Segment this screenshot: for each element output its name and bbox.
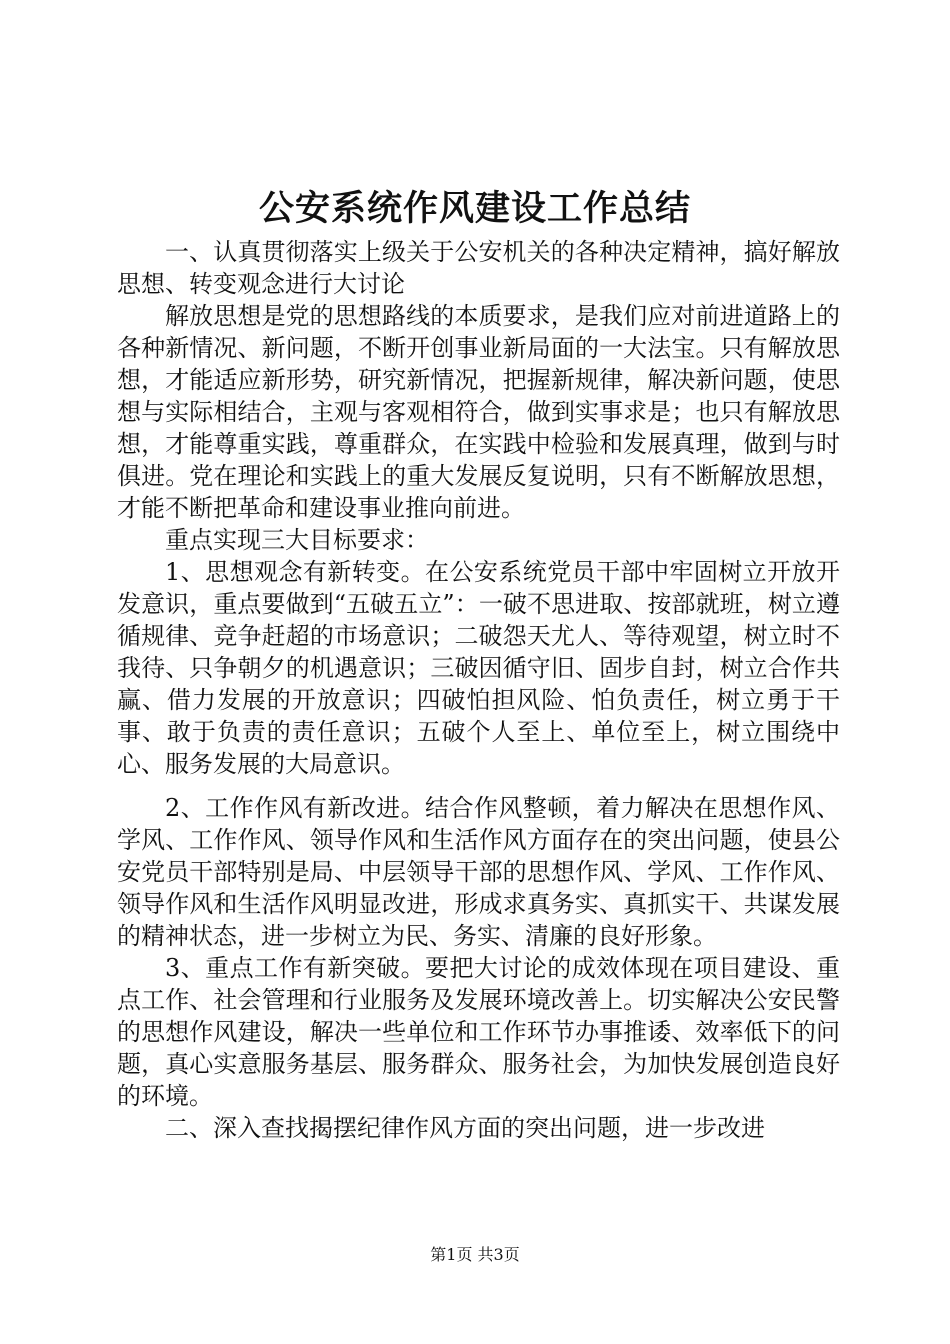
document-title: 公安系统作风建设工作总结 bbox=[258, 188, 691, 229]
document-body bbox=[117, 236, 840, 1144]
paragraph-goal-1: 1、思想观念有新转变。在公安系统党员干部中牢固树立开放开发意识，重点要做到“五破五立”：一破不思进取、按部就班，树立遵循规律、竞争赶超的市场意识；二破怨天尤人、等待观望，树立时不我待、只争朝夕的机遇意识；三破因循守旧、固步自封，树立合作共赢、借力发展的开放意识；四破怕担风险、怕负责任，树立勇于干事、敢于负责的责任意识；五破个人至上、单位至上，树立围绕中心、服务发展的大局意识。 bbox=[117, 558, 840, 778]
paragraph-liberation-of-thought: 解放思想是党的思想路线的本质要求，是我们应对前进道路上的各种新情况、新问题，不断开创事业新局面的一大法宝。只有解放思想，才能适应新形势，研究新情况，把握新规律，解决新问题，使思想与实际相结合，主观与客观相符合，做到实事求是；也只有解放思想，才能尊重实践，尊重群众，在实践中检验和发展真理，做到与时俱进。党在理论和实践上的重大发展反复说明，只有不断解放思想，才能不断把革命和建设事业推向前进。 bbox=[117, 302, 840, 522]
page-number-footer: 第1页 共3页 bbox=[430, 1245, 520, 1264]
paragraph-goal-3: 3、重点工作有新突破。要把大讨论的成效体现在项目建设、重点工作、社会管理和行业服务及发展环境改善上。切实解决公安民警的思想作风建设，解决一些单位和工作环节办事推诿、效率低下的问题，真心实意服务基层、服务群众、服务社会，为加快发展创造良好的环境。 bbox=[117, 954, 840, 1110]
section-heading-1: 一、认真贯彻落实上级关于公安机关的各种决定精神，搞好解放思想、转变观念进行大讨论 bbox=[117, 238, 840, 298]
section-heading-2: 二、深入查找揭摆纪律作风方面的突出问题，进一步改进 bbox=[165, 1114, 765, 1142]
paragraph-goal-2: 2、工作作风有新改进。结合作风整顿，着力解决在思想作风、学风、工作作风、领导作风和生活作风方面存在的突出问题，使县公安党员干部特别是局、中层领导干部的思想作风、学风、工作作风、领导作风和生活作风明显改进，形成求真务实、真抓实干、共谋发展的精神状态，进一步树立为民、务实、清廉的良好形象。 bbox=[117, 794, 840, 950]
paragraph-goals-intro: 重点实现三大目标要求： bbox=[165, 526, 429, 554]
